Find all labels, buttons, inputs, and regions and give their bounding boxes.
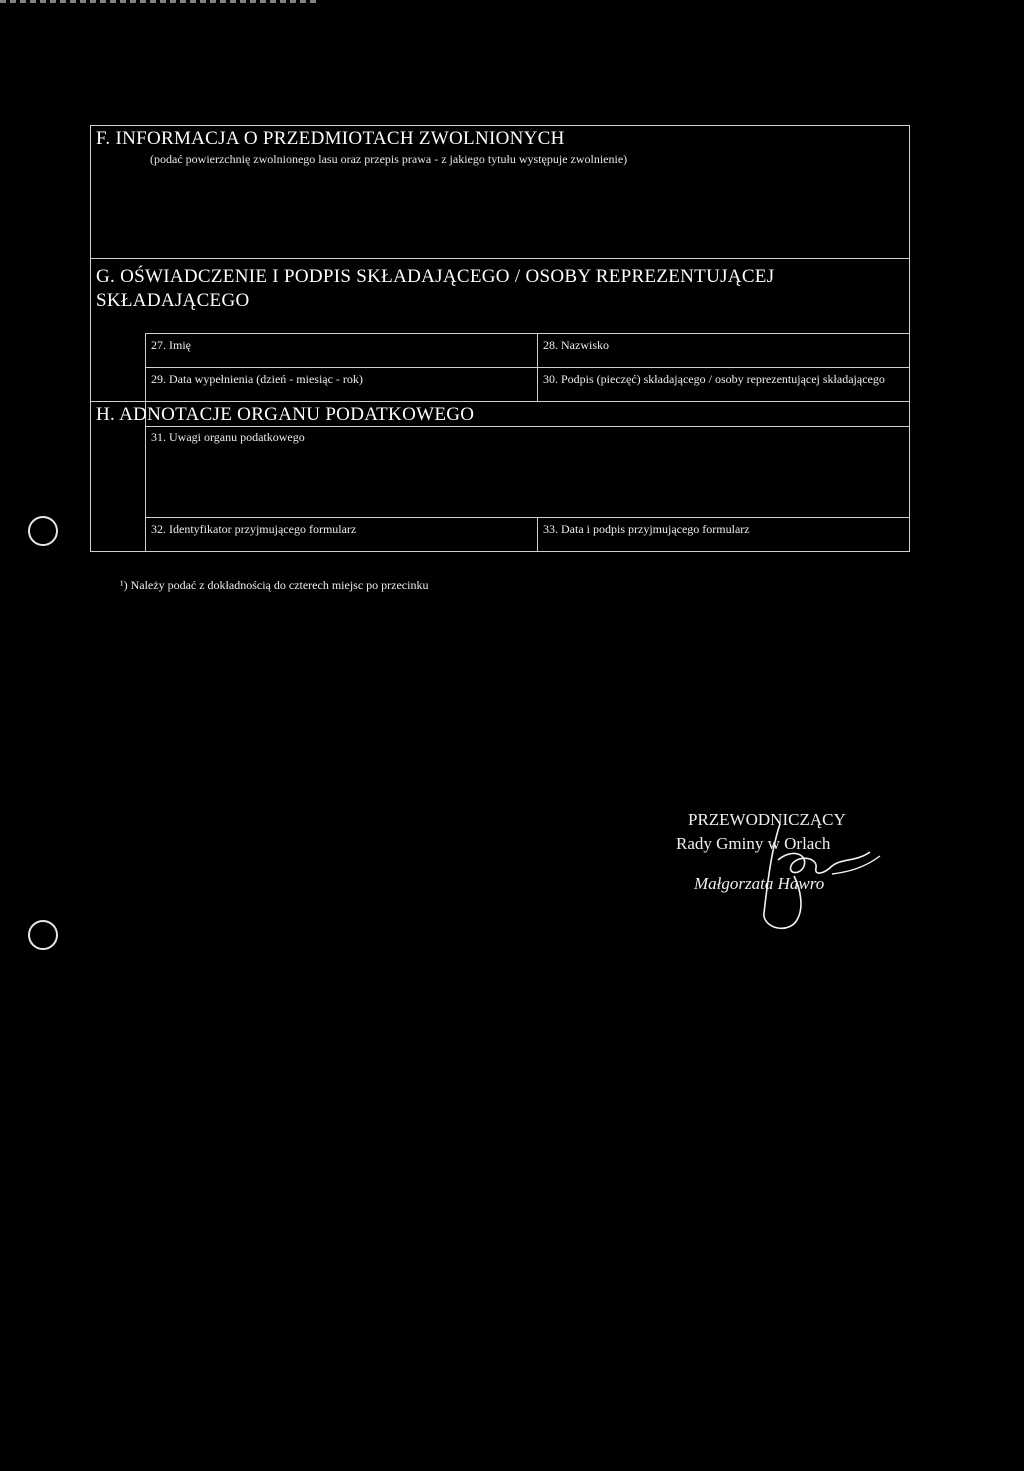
- footnote: ¹) Należy podać z dokładnością do czterech miejsc po przecinku: [120, 578, 429, 592]
- row-32-top: [145, 517, 910, 518]
- signature-name: Małgorzata Hawro: [694, 874, 825, 893]
- form-frame: [90, 125, 910, 552]
- section-g-title-line2: SKŁADAJĄCEGO: [96, 290, 250, 311]
- field-31-remarks-label: 31. Uwagi organu podatkowego: [151, 430, 305, 444]
- field-28-surname-label: 28. Nazwisko: [543, 338, 609, 352]
- divider-f-g: [90, 258, 910, 259]
- signature-role: PRZEWODNICZĄCY: [688, 810, 846, 829]
- col-split-h: [537, 517, 538, 552]
- punch-hole-top: [28, 516, 58, 546]
- field-29-date-label: 29. Data wypełnienia (dzień - miesiąc - rok): [151, 372, 363, 386]
- field-30-signature-label: 30. Podpis (pieczęć) składającego / osoby reprezentującej składającego: [543, 372, 885, 386]
- row-31-top: [145, 426, 910, 427]
- punch-hole-bottom: [28, 920, 58, 950]
- section-f-title: F. INFORMACJA O PRZEDMIOTACH ZWOLNIONYCH: [96, 128, 565, 149]
- section-h-title: H. ADNOTACJE ORGANU PODATKOWEGO: [96, 404, 475, 425]
- scan-edge-noise: [0, 0, 320, 3]
- field-33-date-signature-label: 33. Data i podpis przyjmującego formularz: [543, 522, 750, 536]
- section-g-title-line1: G. OŚWIADCZENIE I PODPIS SKŁADAJĄCEGO / OSOBY REPREZENTUJĄCEJ: [96, 266, 775, 287]
- field-32-identifier-label: 32. Identyfikator przyjmującego formularz: [151, 522, 357, 536]
- indent-column-line: [145, 333, 146, 552]
- section-f-subtitle: (podać powierzchnię zwolnionego lasu oraz przepis prawa - z jakiego tytułu występuje zwolnienie): [150, 152, 628, 166]
- row-27-top: [145, 333, 910, 334]
- signature-block: [660, 810, 890, 940]
- handwritten-signature-icon: [720, 818, 890, 938]
- signature-body: Rady Gminy w Orlach: [676, 834, 831, 853]
- divider-g-h: [90, 401, 910, 402]
- row-29-top: [145, 367, 910, 368]
- field-27-first-name-label: 27. Imię: [151, 338, 191, 352]
